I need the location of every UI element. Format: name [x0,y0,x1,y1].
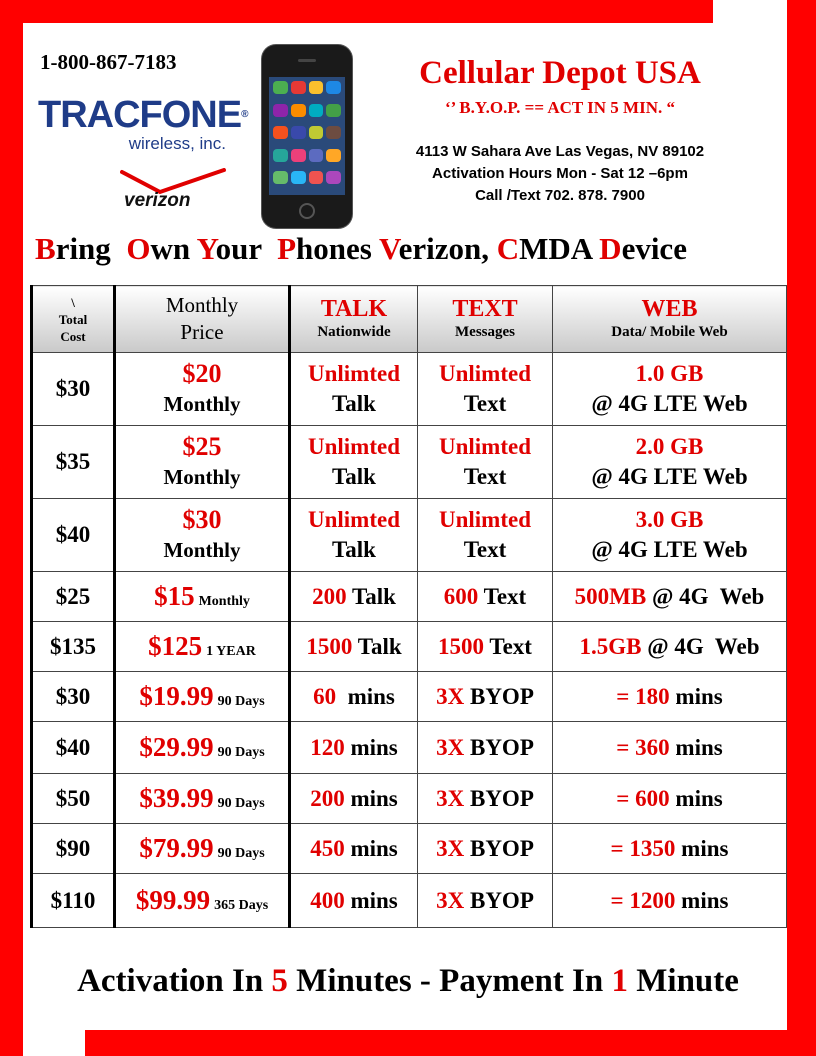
header-monthly-line1: Monthly [165,293,239,317]
headline-segment: Y [196,231,216,266]
talk-amount: Unlimted [308,361,400,386]
app-icon [309,104,324,117]
header-total-line2: Cost [60,328,86,344]
talk-amount: Unlimted [308,434,400,459]
price-term: Monthly [163,392,241,416]
price-term: 90 Days [217,796,265,811]
header-total-line1: Total [58,311,88,327]
header-total-mark: \ [71,294,75,310]
header-talk-sub: Nationwide [317,324,391,340]
talk-cell [290,874,418,928]
price: $125 [148,631,203,661]
price-term: 1 YEAR [206,644,256,659]
price-cell [115,499,290,572]
verizon-logo [120,168,230,216]
app-icon [326,126,341,139]
text-label: Text [484,633,532,659]
text-amount: 3X [436,785,465,811]
headline-segment: B [35,231,56,266]
byop-tagline: ‘’ B.Y.O.P. == ACT IN 5 MIN. “ [444,98,675,117]
plans-table [30,285,787,928]
talk-amount: 200 [312,583,347,609]
web-cell [553,672,787,722]
address-block [360,141,760,207]
app-icon [309,81,324,94]
price-cell [115,426,290,499]
talk-amount: 60 [313,683,337,709]
price: $19.99 [139,681,214,711]
web-label: @ 4G Web [646,583,765,609]
text-label: Text [478,583,527,609]
address: 4113 W Sahara Ave Las Vegas, NV 89102 [415,143,705,160]
web-label: mins [669,683,723,709]
headline-segment: evice [621,231,687,266]
price: $15 [154,581,195,611]
headline-segment: D [599,231,622,266]
price-cell [115,672,290,722]
app-icon [326,81,341,94]
web-label: @ 4G LTE Web [591,464,748,489]
text-cell [418,722,553,774]
talk-cell [290,353,418,426]
web-amount: 3.0 GB [635,507,704,532]
price-term: 90 Days [217,846,265,861]
web-label: mins [675,835,729,861]
text-cell [418,499,553,572]
talk-amount: 200 [310,785,345,811]
talk-cell [290,572,418,622]
text-amount: 3X [436,734,465,760]
header-text-label: TEXT [452,296,518,322]
app-icon [309,171,324,184]
plan-row [32,499,787,572]
talk-label: Talk [332,537,376,562]
text-label: BYOP [464,785,534,811]
text-cell [418,353,553,426]
web-cell [553,722,787,774]
text-cell [418,622,553,672]
text-cell [418,426,553,499]
web-amount: 1.0 GB [635,361,704,386]
total-cost-cell: $30 [32,353,115,426]
talk-label: Talk [332,391,376,416]
footer-segment: Minute [628,963,739,999]
app-icon [309,149,324,162]
header-web [553,286,787,353]
app-icon [291,171,306,184]
total-cost-cell: $90 [32,824,115,874]
header-text-sub: Messages [455,324,515,340]
text-cell [418,672,553,722]
web-label: mins [675,887,729,913]
iphone-image [262,45,352,228]
footer-segment: Activation In [77,963,272,999]
price: $29.99 [139,732,214,762]
text-amount: 600 [443,583,479,609]
price-term: Monthly [198,594,250,609]
text-label: BYOP [464,835,534,861]
price-cell [115,774,290,824]
web-label: @ 4G LTE Web [591,391,748,416]
total-cost-cell: $135 [32,622,115,672]
plan-row [32,426,787,499]
headline-segment: hones [296,231,380,266]
text-label: Text [463,391,507,416]
phone-number: 1-800-867-7183 [40,50,177,74]
talk-cell [290,622,418,672]
app-icon [273,149,288,162]
price-cell [115,824,290,874]
text-amount: 3X [436,887,465,913]
app-icon [273,126,288,139]
text-cell [418,774,553,824]
text-label: BYOP [464,887,534,913]
web-cell [553,426,787,499]
tracfone-word: TRACFONE [38,94,242,136]
header-monthly-price [115,286,290,353]
text-amount: Unlimted [439,507,531,532]
headline-segment: O [126,231,151,266]
header-text [418,286,553,353]
footer-segment: 5 [271,963,288,999]
headline-segment: P [277,231,297,266]
price-term: 90 Days [217,745,265,760]
headline-segment: our [215,231,278,266]
talk-amount: 400 [310,887,345,913]
app-icon [326,104,341,117]
text-amount: 1500 [438,633,485,659]
price-term: Monthly [163,538,241,562]
total-cost-cell: $30 [32,672,115,722]
price: $39.99 [139,783,214,813]
call-text: Call /Text 702. 878. 7900 [475,187,645,204]
app-icon [273,104,288,117]
headline-segment: C [496,231,520,266]
app-icon [291,81,306,94]
headline-segment: erizon, [398,231,497,266]
tracfone-logo [38,94,248,154]
web-amount: 500MB [574,583,647,609]
text-label: BYOP [464,683,534,709]
headline-segment: MDA [519,231,600,266]
talk-label: Talk [346,583,396,609]
text-cell [418,572,553,622]
text-cell [418,824,553,874]
headline-segment: wn [150,231,197,266]
price: $99.99 [135,885,211,915]
talk-cell [290,672,418,722]
price: $20 [182,359,222,388]
web-label: @ 4G Web [641,633,760,659]
text-label: Text [463,464,507,489]
talk-cell [290,499,418,572]
talk-label: mins [344,785,398,811]
footer-slogan [0,963,816,1000]
total-cost-cell: $40 [32,499,115,572]
plan-row [32,824,787,874]
web-amount: = 180 [616,683,670,709]
web-amount: = 1200 [610,887,676,913]
header-total-cost [32,286,115,353]
web-amount: 1.5GB [579,633,642,659]
app-icon [326,149,341,162]
web-cell [553,824,787,874]
price-cell [115,622,290,672]
frame-top-bar [0,0,713,23]
talk-amount: 450 [310,835,345,861]
text-amount: 3X [436,683,465,709]
price: $30 [182,505,222,534]
registered-mark: ® [241,109,248,120]
web-cell [553,353,787,426]
total-cost-cell: $35 [32,426,115,499]
total-cost-cell: $40 [32,722,115,774]
frame-right-bar [787,0,816,1056]
text-amount: 3X [436,835,465,861]
plan-row [32,353,787,426]
plan-row [32,622,787,672]
frame-bottom-bar [85,1030,816,1056]
talk-label: Talk [352,633,402,659]
web-cell [553,572,787,622]
app-icon [291,104,306,117]
price-cell [115,572,290,622]
footer-segment: Minutes - Payment In [287,963,612,999]
web-label: mins [669,734,723,760]
talk-label: mins [336,683,395,709]
talk-cell [290,722,418,774]
talk-label: mins [344,835,398,861]
plan-row [32,874,787,928]
total-cost-cell: $25 [32,572,115,622]
web-label: @ 4G LTE Web [591,537,748,562]
price-cell [115,353,290,426]
price-term: Monthly [163,465,241,489]
text-amount: Unlimted [439,434,531,459]
web-cell [553,622,787,672]
plan-row [32,672,787,722]
web-cell [553,499,787,572]
talk-cell [290,774,418,824]
text-label: Text [463,537,507,562]
talk-amount: 1500 [306,633,353,659]
text-label: BYOP [464,734,534,760]
talk-label: mins [344,887,398,913]
headline [35,231,795,267]
total-cost-cell: $110 [32,874,115,928]
price-term: 365 Days [214,898,269,913]
plan-row [32,722,787,774]
app-icon [326,171,341,184]
footer-segment: 1 [611,963,628,999]
talk-amount: Unlimted [308,507,400,532]
web-amount: = 1350 [610,835,676,861]
price-cell [115,722,290,774]
verizon-word: verizon [124,190,191,211]
frame-left-bar [0,0,23,1056]
talk-label: Talk [332,464,376,489]
header-talk [290,286,418,353]
talk-cell [290,824,418,874]
web-label: mins [669,785,723,811]
price-term: 90 Days [217,694,265,709]
header-monthly-line2: Price [180,320,224,344]
price: $25 [182,432,222,461]
price-cell [115,874,290,928]
talk-cell [290,426,418,499]
web-amount: = 600 [616,785,670,811]
talk-label: mins [344,734,398,760]
tracfone-sub: wireless, inc. [128,134,226,153]
text-amount: Unlimted [439,361,531,386]
headline-segment: V [379,231,399,266]
web-amount: = 360 [616,734,670,760]
header-web-label: WEB [641,296,698,322]
total-cost-cell: $50 [32,774,115,824]
web-cell [553,874,787,928]
headline-segment: ring [55,231,127,266]
app-icon [291,149,306,162]
header-web-sub: Data/ Mobile Web [611,324,728,340]
web-amount: 2.0 GB [635,434,704,459]
app-icon [273,81,288,94]
web-cell [553,774,787,824]
activation-hours: Activation Hours Mon - Sat 12 –6pm [432,165,688,182]
company-name: Cellular Depot USA [419,55,701,91]
app-icon [309,126,324,139]
plan-row [32,572,787,622]
app-icon [273,171,288,184]
header-talk-label: TALK [320,296,388,322]
talk-amount: 120 [310,734,345,760]
price: $79.99 [139,833,214,863]
plan-row [32,774,787,824]
home-button-icon [299,203,315,219]
app-icon [291,126,306,139]
text-cell [418,874,553,928]
